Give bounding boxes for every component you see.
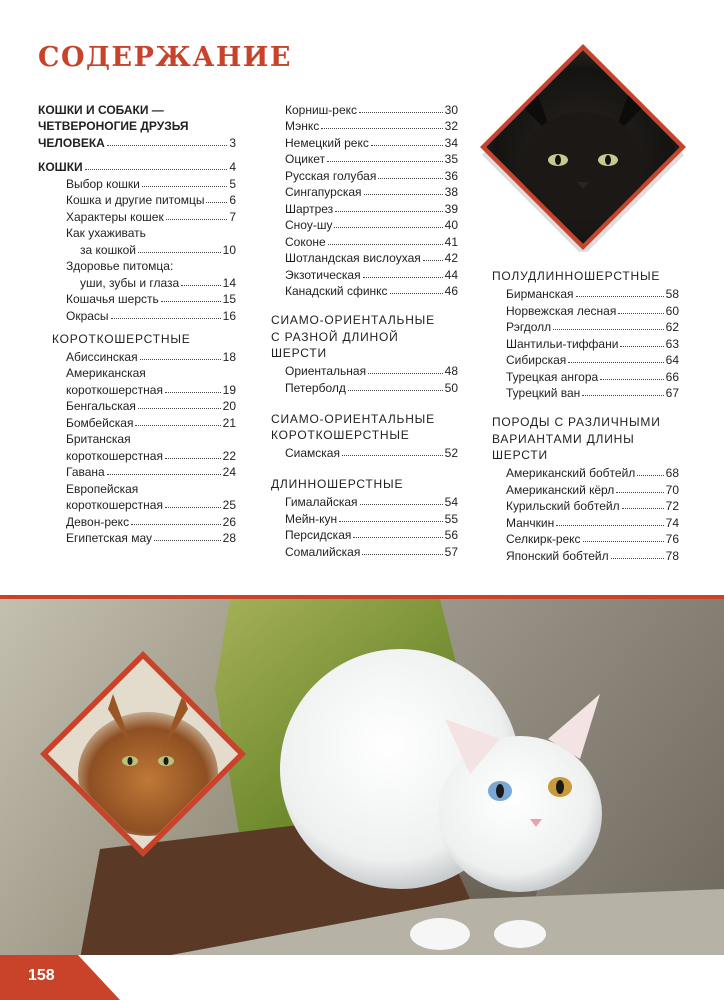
toc-entry[interactable]: Американский бобтейл 68 <box>506 466 679 480</box>
toc-column-2 <box>271 100 458 559</box>
toc-entry[interactable]: Шартрез 39 <box>285 201 458 216</box>
toc-entry[interactable]: Турецкий ван 67 <box>506 386 679 400</box>
toc-entry[interactable]: Корниш-рекс 30 <box>285 102 458 117</box>
toc-entry[interactable]: Сомалийская 57 <box>285 544 458 559</box>
toc-heading: ЧЕТВЕРОНОГИЕ ДРУЗЬЯ <box>38 119 189 133</box>
toc-entry-line: Европейская <box>66 481 139 496</box>
toc-entry[interactable]: Гавана 24 <box>66 465 236 479</box>
toc-entry[interactable]: Окрасы 16 <box>66 308 236 323</box>
toc-column-1 <box>38 100 236 545</box>
section-heading: С РАЗНОЙ ДЛИНОЙ <box>271 329 399 344</box>
toc-entry[interactable]: Мейн-кун 55 <box>285 511 458 526</box>
toc-entry[interactable]: Шотландская вислоухая 42 <box>285 251 458 265</box>
toc-entry[interactable]: Курильский бобтейл 72 <box>506 499 679 513</box>
section-heading: ШЕРСТИ <box>492 448 548 462</box>
white-cat-photo <box>0 595 724 959</box>
toc-entry[interactable]: короткошерстная 25 <box>66 498 236 512</box>
toc-entry[interactable]: Девон-рекс 26 <box>66 514 236 529</box>
page-ref: 4 <box>229 160 236 174</box>
section-heading: ШЕРСТИ <box>271 346 327 360</box>
toc-entry[interactable]: Японский бобтейл 78 <box>506 548 679 563</box>
section-heading: СИАМО-ОРИЕНТАЛЬНЫЕ <box>271 313 435 327</box>
toc-entry[interactable]: Канадский сфинкс 46 <box>285 284 458 298</box>
section-heading: СИАМО-ОРИЕНТАЛЬНЫЕ <box>271 411 435 426</box>
toc-entry[interactable]: Экзотическая 44 <box>285 267 458 282</box>
toc-column-3 <box>492 268 679 563</box>
toc-entry[interactable]: Бенгальская 20 <box>66 399 236 413</box>
toc-entry-line: Американская <box>66 366 146 380</box>
toc-entry[interactable]: Сиамская 52 <box>285 446 458 460</box>
section-heading: ПОЛУДЛИННОШЕРСТНЫЕ <box>492 269 661 283</box>
section-heading: ДЛИННОШЕРСТНЫЕ <box>271 477 404 491</box>
toc-entry[interactable]: КОШКИ 4 <box>38 160 236 174</box>
toc-entry[interactable]: Ориентальная 48 <box>285 364 458 378</box>
toc-entry[interactable]: короткошерстная 19 <box>66 382 236 397</box>
section-heading: КОРОТКОШЕРСТНЫЕ <box>52 331 191 346</box>
red-cat-diamond-photo <box>38 649 248 859</box>
toc-entry[interactable]: Сингапурская 38 <box>285 185 458 199</box>
toc-entry[interactable]: Характеры кошек 7 <box>66 209 236 224</box>
toc-entry[interactable]: Соконе 41 <box>285 234 458 249</box>
page-ref: 3 <box>229 135 236 150</box>
toc-entry-line: Как ухаживать <box>66 226 146 240</box>
toc-entry[interactable]: Кошка и другие питомцы 6 <box>66 193 236 207</box>
toc-entry-line: Британская <box>66 432 131 446</box>
toc-entry[interactable]: Немецкий рекс 34 <box>285 135 458 150</box>
black-cat-diamond-photo <box>478 42 688 252</box>
toc-entry[interactable]: Сноу-шу 40 <box>285 218 458 232</box>
toc-entry[interactable]: ЧЕЛОВЕКА 3 <box>38 135 236 150</box>
toc-entry[interactable]: Кошачья шерсть 15 <box>66 292 236 306</box>
toc-entry[interactable]: Абиссинская 18 <box>66 349 236 364</box>
toc-entry[interactable]: уши, зубы и глаза 14 <box>80 275 236 290</box>
toc-entry[interactable]: Гималайская 54 <box>285 495 458 509</box>
section-heading: ВАРИАНТАМИ ДЛИНЫ <box>492 431 635 446</box>
toc-entry[interactable]: Оцикет 35 <box>285 152 458 166</box>
toc-entry[interactable]: Рэгдолл 62 <box>506 320 679 334</box>
toc-entry[interactable]: Манчкин 74 <box>506 515 679 530</box>
toc-entry[interactable]: короткошерстная 22 <box>66 448 236 463</box>
page-title: СОДЕРЖАНИЕ <box>38 42 292 73</box>
toc-entry[interactable]: Шантильи-тиффани 63 <box>506 336 679 351</box>
toc-entry[interactable]: Мэнкс 32 <box>285 119 458 133</box>
toc-entry[interactable]: Норвежская лесная 60 <box>506 303 679 318</box>
toc-entry[interactable]: Бирманская 58 <box>506 287 679 301</box>
toc-entry[interactable]: Выбор кошки 5 <box>66 176 236 191</box>
toc-entry[interactable]: Петерболд 50 <box>285 380 458 395</box>
toc-entry[interactable]: Персидская 56 <box>285 528 458 542</box>
toc-entry[interactable]: Русская голубая 36 <box>285 168 458 183</box>
toc-entry-line: Здоровье питомца: <box>66 259 174 273</box>
toc-entry[interactable]: Селкирк-рекс 76 <box>506 532 679 546</box>
section-heading: ПОРОДЫ С РАЗЛИЧНЫМИ <box>492 415 661 429</box>
section-heading: КОРОТКОШЕРСТНЫЕ <box>271 428 410 442</box>
page-number: 158 <box>28 967 55 984</box>
toc-entry[interactable]: Сибирская 64 <box>506 353 679 367</box>
toc-entry[interactable]: Египетская мау 28 <box>66 531 236 545</box>
toc-heading: КОШКИ И СОБАКИ — <box>38 102 164 117</box>
toc-entry[interactable]: Американский кёрл 70 <box>506 482 679 497</box>
toc-entry[interactable]: Турецкая ангора 66 <box>506 369 679 384</box>
toc-entry[interactable]: Бомбейская 21 <box>66 415 236 430</box>
toc-entry[interactable]: за кошкой 10 <box>80 242 236 257</box>
